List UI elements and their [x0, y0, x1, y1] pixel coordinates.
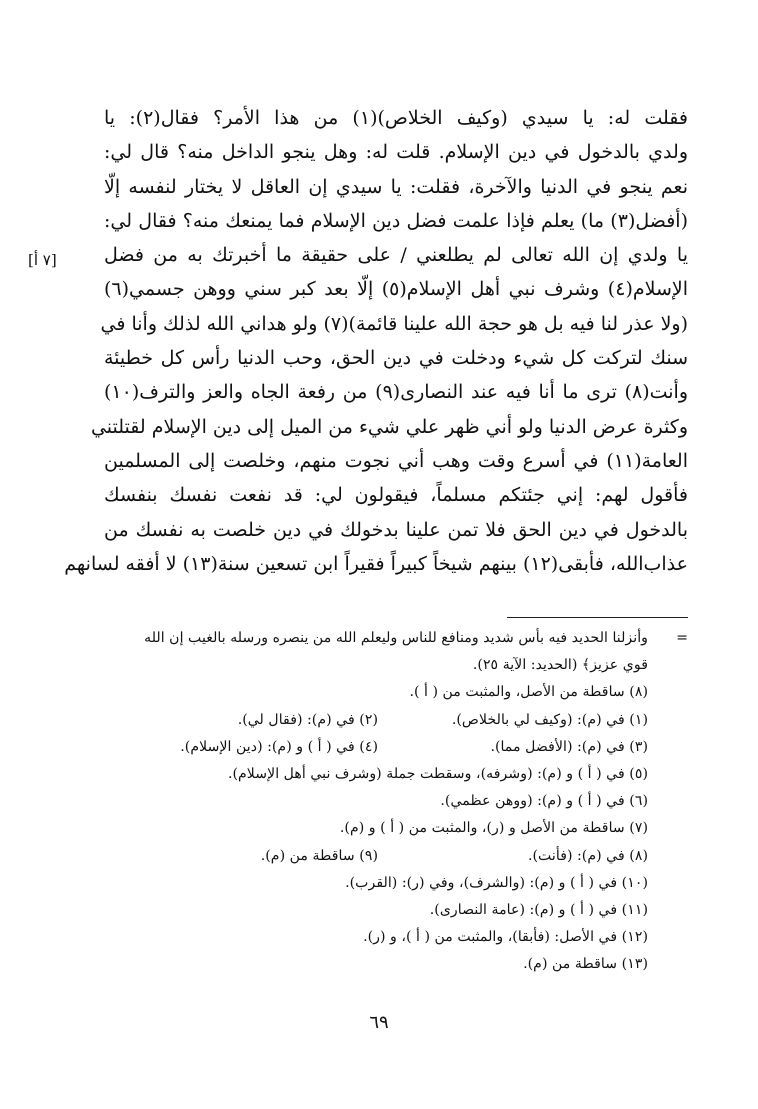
text-line: فقلت له: يا سيدي (وكيف الخلاص)(١) من هذا الأمر؟ فقال(٢): يا	[104, 107, 688, 129]
footnote-item: (٨) ساقطة من الأصل، والمثبت من ( أ ).	[409, 684, 648, 701]
footnotes-section	[90, 625, 688, 978]
text-line: وكثرة عرض الدنيا ولو أني ظهر علي شيء من الميل إلى دين الإسلام لقتلتني	[90, 415, 688, 438]
footnote-item: (٣) في (م): (الأفضل مما).	[490, 738, 648, 755]
text-line: (ولا عذر لنا فيه بل هو حجة الله علينا قائمة)(٧) ولو هداني الله لذلك وأنا في	[100, 312, 688, 335]
text-line: سنك لتركت كل شيء ودخلت في دين الحق، وحب الدنيا رأس كل خطيئة	[104, 347, 688, 370]
footnote-row	[90, 788, 680, 815]
footnote-continuation-line	[90, 625, 688, 652]
footnote-row	[90, 897, 680, 924]
footnote-continuation-line	[90, 652, 680, 679]
footnote-item: (٢) في (م): (فقال لي).	[237, 711, 378, 728]
text-line: فأقول لهم: إني جئتكم مسلماً، فيقولون لي: قد نفعت نفسك بنفسك	[104, 484, 688, 507]
folio-margin-note: [٧ أ]	[28, 251, 57, 269]
text-line: وأنت(٨) ترى ما أنا فيه عند النصارى(٩) من رفعة الجاه والعز والترف(١٠)	[104, 381, 689, 404]
text-line: عذاب‌الله، فأبقى(١٢) بينهم شيخاً كبيراً فقيراً ابن تسعين سنة(١٣) لا أفقه لسانهم	[64, 552, 688, 575]
footnote-row	[90, 679, 680, 706]
text-line: ولدي بالدخول في دين الإسلام. قلت له: وهل ينجو الداخل منه؟ قال لي:	[104, 141, 688, 164]
footnote-item: (٩) ساقطة من (م).	[260, 847, 378, 864]
text-line: (أفضل(٣) ما) يعلم فإذا علمت فضل دين الإسلام فما يمنعك منه؟ فقال لي:	[104, 209, 688, 232]
footnote-row	[90, 951, 680, 978]
continuation-mark: =	[676, 630, 688, 646]
footnote-row	[90, 843, 680, 870]
footnote-continuation-text: وأنزلنا الحديد فيه بأس شديد ومنافع للناس وليعلم الله من ينصره ورسله بالغيب إن الله	[144, 630, 648, 646]
text-line: نعم ينجو في الدنيا والآخرة، فقلت: يا سيدي إن العاقل لا يختار لنفسه إلّا	[104, 175, 688, 198]
footnote-item: (٤) في ( أ ) و (م): (دين الإسلام).	[180, 738, 378, 755]
text-line: الإسلام(٤) وشرف نبي أهل الإسلام(٥) إلّا بعد كبر سني ووهن جسمي(٦)	[104, 278, 688, 301]
footnote-row	[90, 924, 680, 951]
footnote-continuation-text: قوي عزيز﴾ (الحديد: الآية ٢٥).	[472, 657, 648, 674]
footnote-row	[90, 815, 680, 842]
footnote-item: (١) في (م): (وكيف لي بالخلاص).	[451, 711, 648, 728]
page-number: ٦٩	[369, 1012, 389, 1033]
footnote-item: (٨) في (م): (فأنت).	[527, 847, 648, 864]
text-line: بالدخول في دين الحق فلا تمن علينا بدخولك في دين خلصت به نفسك من	[104, 518, 688, 541]
footnote-row	[90, 707, 680, 734]
main-text-body	[64, 101, 689, 581]
footnote-row	[90, 870, 680, 897]
footnote-item: (٥) في ( أ ) و (م): (وشرفه)، وسقطت جملة (وشرف نبي أهل الإسلام).	[227, 765, 648, 782]
footnote-item: (١١) في ( أ ) و (م): (عامة النصارى).	[429, 901, 648, 918]
footnote-item: (١٠) في ( أ ) و (م): (والشرف)، وفي (ر): (القرب).	[345, 874, 648, 891]
footnote-item: (٧) ساقطة من الأصل و (ر)، والمثبت من ( أ ) و (م).	[339, 820, 648, 837]
footnote-row	[90, 734, 680, 761]
footnote-item: (٦) في ( أ ) و (م): (ووهن عظمي).	[440, 793, 648, 810]
footnote-divider	[507, 617, 688, 618]
footnote-item: (١٢) في الأصل: (فأبقا)، والمثبت من ( أ )، و (ر).	[363, 929, 648, 946]
footnote-item: (١٣) ساقطة من (م).	[523, 956, 648, 973]
text-line: يا ولدي إن الله تعالى لم يطلعني / على حقيقة ما أخبرتك به من فضل	[104, 244, 688, 267]
footnote-row	[90, 761, 680, 788]
text-line: العامة(١١) في أسرع وقت وهب أني نجوت منهم، وخلصت إلى المسلمين	[104, 449, 688, 472]
